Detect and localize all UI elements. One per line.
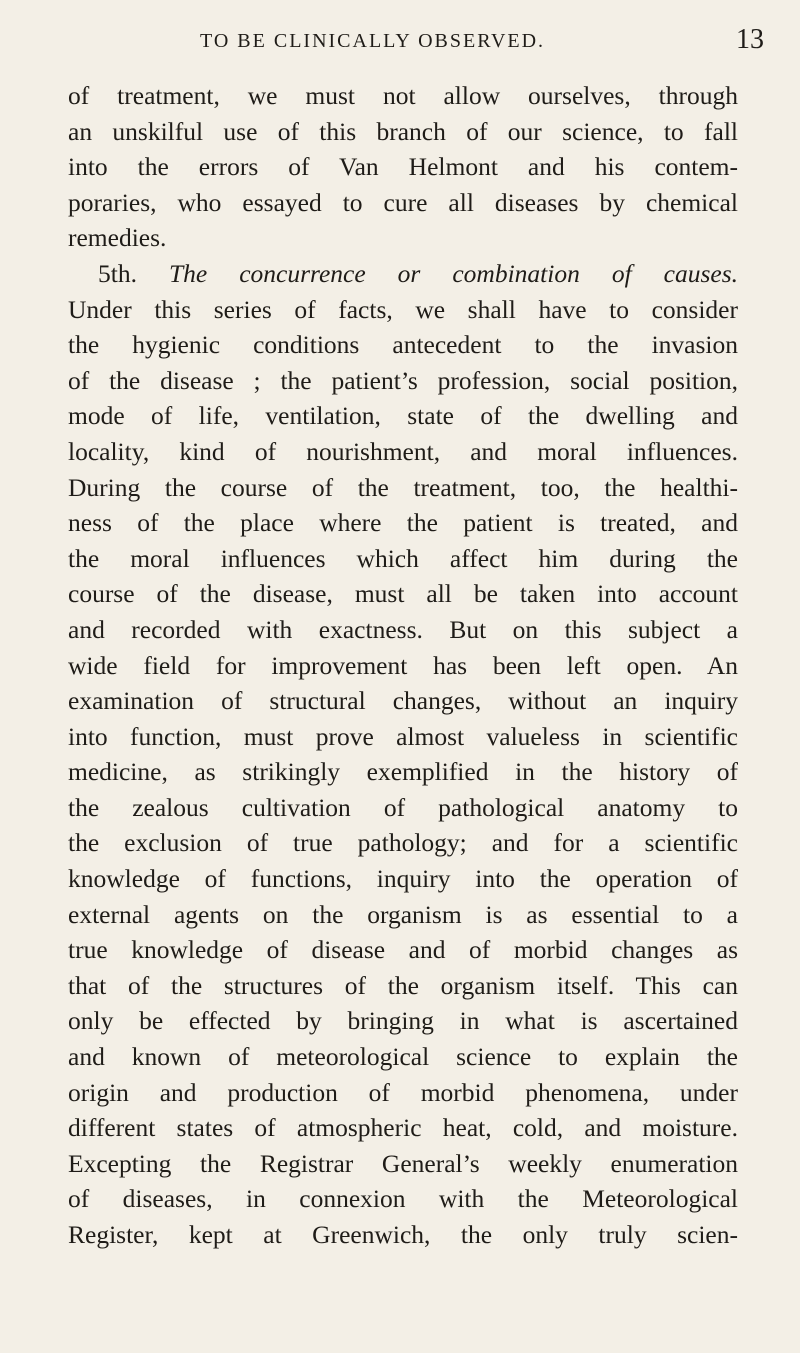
text-line: of the disease ; the patient’s profession, social position, <box>68 365 738 395</box>
text-line: and known of meteorological science to explain the <box>68 1042 738 1072</box>
text-line: course of the disease, must all be taken into account <box>68 579 738 609</box>
text-line: origin and production of morbid phenomena, under <box>68 1077 738 1107</box>
text-line: of treatment, we must not allow ourselves, through <box>68 81 738 110</box>
text-line: examination of structural changes, without an inquiry <box>68 686 738 716</box>
text-line: During the course of the treatment, too, the healthi- <box>68 472 738 502</box>
text-line: mode of life, ventilation, state of the dwelling and <box>68 401 738 431</box>
text-line: the moral influences which affect him during the <box>68 543 738 573</box>
text-line: into function, must prove almost valueless in scientific <box>68 721 738 751</box>
text-line: true knowledge of disease and of morbid changes as <box>68 935 738 965</box>
section-heading: The concurrence or combination of causes. <box>168 258 738 288</box>
text-line: ness of the place where the patient is treated, and <box>68 508 738 538</box>
text-line: of diseases, in connexion with the Meteorological <box>68 1184 738 1214</box>
text-line: external agents on the organism is as essential to a <box>68 899 738 929</box>
text-line: the zealous cultivation of pathological anatomy to <box>68 792 738 822</box>
text-line: Register, kept at Greenwich, the only truly scien- <box>68 1220 738 1249</box>
text-line: different states of atmospheric heat, cold, and moisture. <box>68 1113 738 1143</box>
text-line: remedies. <box>68 223 167 253</box>
section-number: 5th. <box>98 258 137 288</box>
running-head <box>0 24 800 62</box>
section-heading-line <box>68 256 738 292</box>
text-line: medicine, as strikingly exemplified in the history of <box>68 757 738 787</box>
text-line: that of the structures of the organism itself. This can <box>68 970 738 1000</box>
page-number: 13 <box>736 24 764 55</box>
text-line: the exclusion of true pathology; and for a scientific <box>68 828 738 858</box>
text-line: poraries, who essayed to cure all diseases by chemical <box>68 187 738 217</box>
text-line: and recorded with exactness. But on this subject a <box>68 614 738 644</box>
text-line: wide field for improvement has been left open. An <box>68 650 738 680</box>
text-line: Excepting the Registrar General’s weekly enumeration <box>68 1148 738 1178</box>
text-line: only be effected by bringing in what is ascertained <box>68 1006 738 1036</box>
text-line: locality, kind of nourishment, and moral influences. <box>68 436 738 466</box>
running-title: TO BE CLINICALLY OBSERVED. <box>200 30 546 52</box>
body-text <box>68 78 738 1253</box>
text-line: an unskilful use of this branch of our science, to fall <box>68 116 738 146</box>
text-line: the hygienic conditions antecedent to the invasion <box>68 330 738 360</box>
text-line: Under this series of facts, we shall have to consider <box>68 294 738 324</box>
text-line: into the errors of Van Helmont and his contem- <box>68 152 738 182</box>
text-line: knowledge of functions, inquiry into the operation of <box>68 864 738 894</box>
